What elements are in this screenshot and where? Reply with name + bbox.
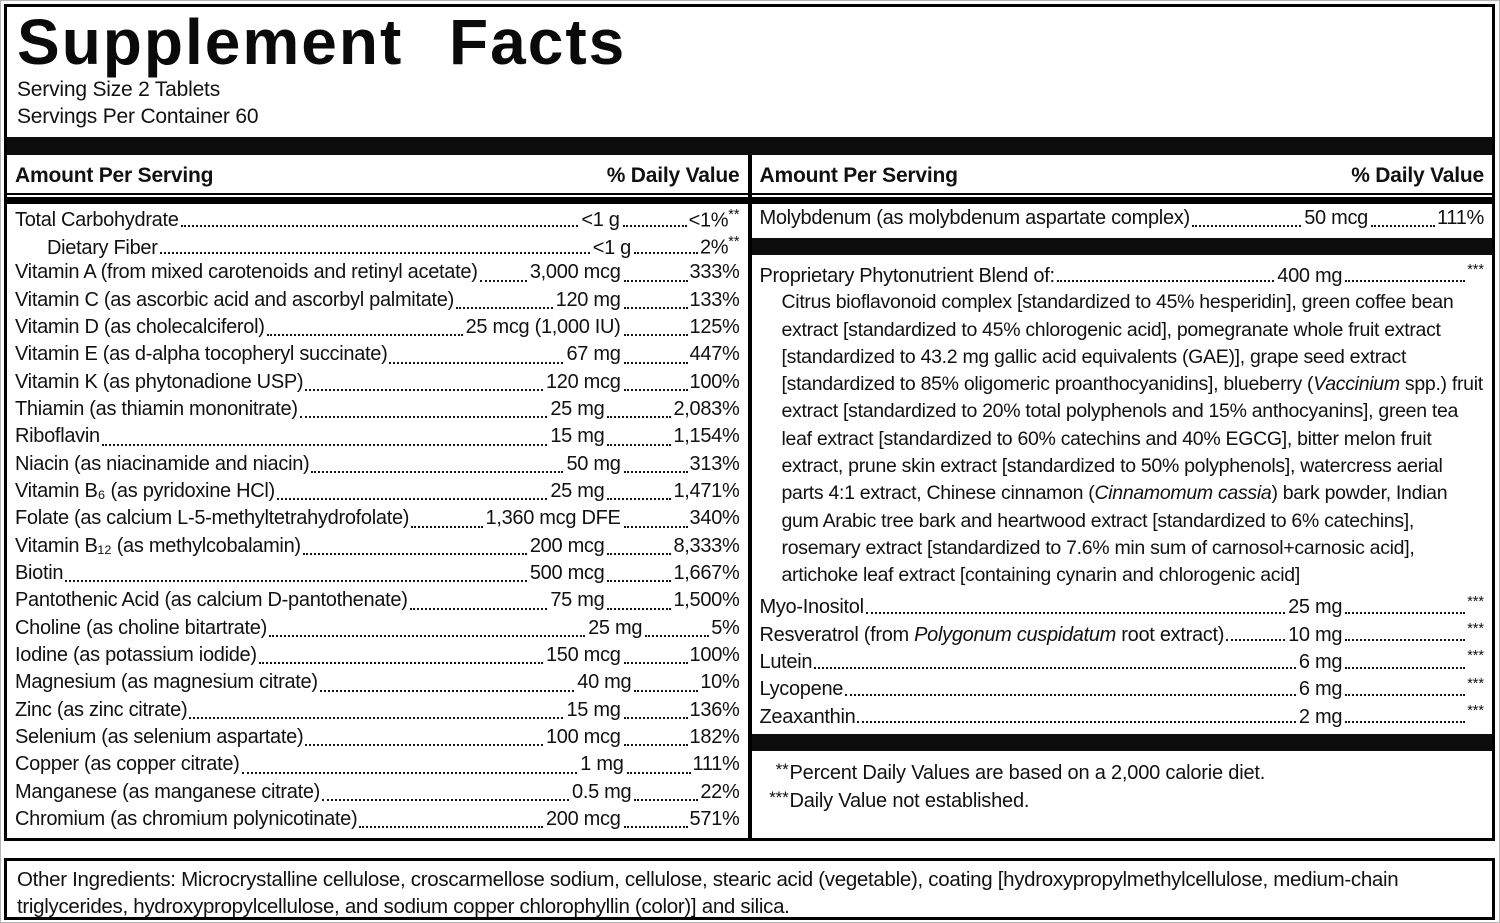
nutrient-row: Total Carbohydrate <1 g <1%** — [15, 206, 740, 232]
nutrient-row: Selenium (as selenium aspartate) 100 mcg 182% — [15, 726, 740, 749]
footnotes — [752, 755, 1493, 815]
nutrient-row: Magnesium (as magnesium citrate) 40 mg 10% — [15, 671, 740, 694]
nutrient-row: Chromium (as chromium polynicotinate) 200 mcg 571% — [15, 808, 740, 831]
nutrient-row: Vitamin D (as cholecalciferol) 25 mcg (1,000 IU) 125% — [15, 315, 740, 338]
nutrient-row: Zeaxanthin 2 mg *** — [759, 702, 1484, 728]
nutrient-row: Iodine (as potassium iodide) 150 mcg 100% — [15, 644, 740, 667]
daily-value-header: % Daily Value — [606, 163, 740, 187]
panel-header — [7, 7, 1492, 137]
nutrient-row: Lutein 6 mg *** — [759, 648, 1484, 673]
amount-per-serving-header: Amount Per Serving — [15, 163, 214, 187]
divider-bar-thin — [752, 197, 1493, 204]
left-column-header — [7, 155, 748, 195]
nutrient-row: Thiamin (as thiamin mononitrate) 25 mg 2,083% — [15, 397, 740, 420]
nutrient-row: Resveratrol (from Polygonum cuspidatum root extract) 10 mg *** — [759, 620, 1484, 646]
divider-bar-top — [7, 137, 1492, 155]
blend-heading-row — [752, 259, 1493, 289]
nutrient-row: Vitamin K (as phytonadione USP) 120 mcg 100% — [15, 370, 740, 393]
serving-size: Serving Size 2 Tablets — [17, 77, 220, 101]
supplement-facts-panel — [4, 4, 1495, 841]
nutrient-row: Choline (as choline bitartrate) 25 mg 5% — [15, 616, 740, 639]
nutrient-row: Vitamin B₆ (as pyridoxine HCl) 25 mg 1,471% — [15, 479, 740, 502]
nutrient-row: Vitamin A (from mixed carotenoids and retinyl acetate) 3,000 mcg 333% — [15, 261, 740, 284]
daily-value-header: % Daily Value — [1351, 163, 1484, 187]
left-rows — [7, 204, 748, 836]
nutrient-row: Vitamin E (as d-alpha tocopheryl succinate) 67 mg 447% — [15, 343, 740, 366]
nutrient-row: Dietary Fiber <1 g 2%** — [47, 233, 740, 259]
columns — [7, 155, 1492, 838]
nutrient-row: Biotin 500 mcg 1,667% — [15, 562, 740, 585]
nutrient-row: Pantothenic Acid (as calcium D-pantothenate) 75 mg 1,500% — [15, 589, 740, 612]
right-top-rows — [752, 204, 1493, 234]
nutrient-row: Vitamin B₁₂ (as methylcobalamin) 200 mcg 8,333% — [15, 534, 740, 557]
nutrient-row: Riboflavin 15 mg 1,154% — [15, 425, 740, 448]
right-column-header — [752, 155, 1493, 195]
divider-bar-footnotes — [752, 734, 1493, 751]
nutrient-row: Molybdenum (as molybdenum aspartate complex) 50 mcg 111% — [759, 206, 1484, 229]
right-column — [752, 155, 1493, 838]
divider-bar-thin — [7, 197, 748, 204]
nutrient-row: Myo-Inositol 25 mg *** — [759, 593, 1484, 619]
nutrient-row: Folate (as calcium L-5-methyltetrahydrofolate) 1,360 mcg DFE 340% — [15, 507, 740, 530]
footnote: ** Percent Daily Values are based on a 2,000 calorie diet. — [775, 760, 1266, 785]
left-column — [7, 155, 748, 838]
footnote: *** Daily Value not established. — [769, 787, 1030, 812]
nutrient-row: Zinc (as zinc citrate) 15 mg 136% — [15, 698, 740, 721]
nutrient-row: Niacin (as niacinamide and niacin) 50 mg 313% — [15, 452, 740, 475]
other-ingredients-text: Other Ingredients: Microcrystalline cellulose, croscarmellose sodium, cellulose, stearic acid (vegetable), coating [hydroxypropylmethylcellulose, medium-chain triglycerides, hydroxypropylcellulose, and sodium copper chlorophyllin (color)] and silica. — [17, 868, 1399, 918]
blend-description: Citrus bioflavonoid complex [standardized to 45% hesperidin], green coffee bean extract [standardized to 45% chlorogenic acid], pomegranate whole fruit extract [standardized to 43.2 mg gallic acid equivalents (GAE)], grape seed extract [standardized to 85% oligomeric proanthocyanidins], blueberry (Vaccinium spp.) fruit extract [standardized to 20% total polyphenols and 15% anthocyanins], green tea leaf extract [standardized to 60% catechins and 40% EGCG], bitter melon fruit extract, prune skin extract [standardized to 50% polyphenols], watercress aerial parts 4:1 extract, Chinese cinnamon (Cinnamomum cassia) bark powder, Indian gum Arabic tree bark and heartwood extract [standardized to 6% catechins], rosemary extract [standardized to 7.6% min sum of carnosol+carnosic acid], artichoke leaf extract [containing cynarin and chlorogenic acid] — [781, 291, 1483, 587]
amount-per-serving-header: Amount Per Serving — [759, 163, 958, 187]
servings-per-container: Servings Per Container 60 — [17, 104, 259, 128]
right-bottom-rows — [752, 591, 1493, 731]
nutrient-row: Manganese (as manganese citrate) 0.5 mg 22% — [15, 780, 740, 803]
nutrient-row: Copper (as copper citrate) 1 mg 111% — [15, 753, 740, 776]
nutrient-row: Vitamin C (as ascorbic acid and ascorbyl palmitate) 120 mg 133% — [15, 288, 740, 311]
divider-bar-blend — [752, 238, 1493, 255]
nutrient-row: Proprietary Phytonutrient Blend of: 400 mg *** — [759, 261, 1484, 287]
panel-title: Supplement Facts — [17, 6, 627, 78]
nutrient-row: Lycopene 6 mg *** — [759, 675, 1484, 701]
other-ingredients-box — [4, 858, 1495, 920]
